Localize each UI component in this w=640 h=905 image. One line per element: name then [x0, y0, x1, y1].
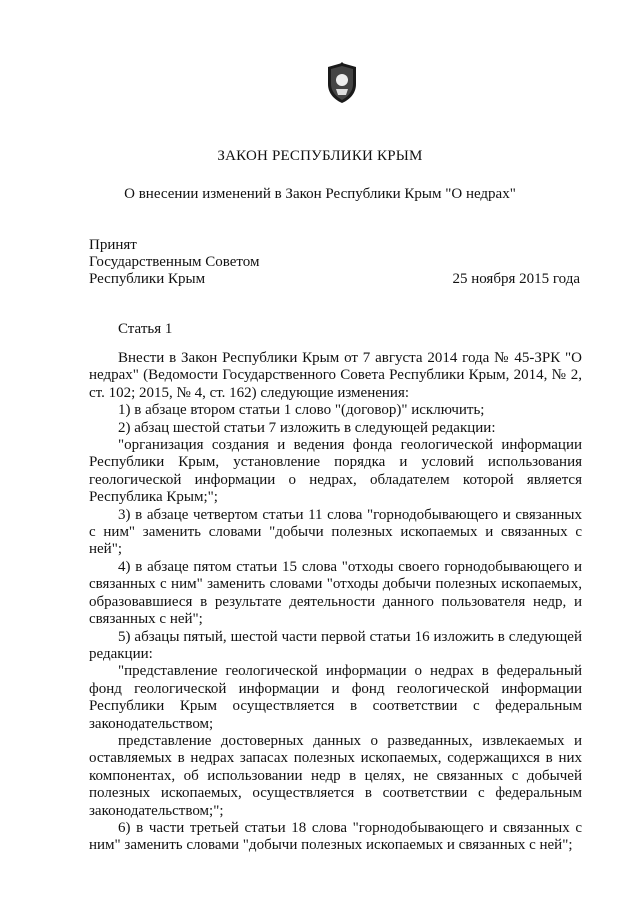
- paragraph: 2) абзац шестой статьи 7 изложить в следующей редакции:: [118, 419, 496, 436]
- paragraph: 5) абзацы пятый, шестой части первой статьи 16 изложить в следующей редакции:: [89, 628, 582, 662]
- paragraph: 4) в абзаце пятом статьи 15 слова "отходы своего горнодобывающего и связанных с ним" заменить словами "отходы добычи полезных ископаемых, образовавшиеся в результате деятельности данного пользователя недр, и связанных с ней";: [89, 558, 582, 628]
- article-body: [89, 350, 582, 855]
- paragraph: Внести в Закон Республики Крым от 7 августа 2014 года № 45-ЗРК "О недрах" (Ведомости Государственного Совета Республики Крым, 2014, № 2, ст. 102; 2015, № 4, ст. 162) следующие изменения:: [89, 350, 582, 401]
- crimea-coat-of-arms-icon: [325, 62, 359, 104]
- paragraph: 3) в абзаце четвертом статьи 11 слова "горнодобывающего и связанных с ним" заменить словами "добычи полезных ископаемых и связанных с ней";: [89, 506, 582, 558]
- accepted-line: Принят: [89, 237, 137, 253]
- accepted-line: Государственным Советом: [89, 254, 260, 270]
- law-subtitle: О внесении изменений в Закон Республики Крым "О недрах": [124, 186, 516, 202]
- accepted-date: 25 ноября 2015 года: [452, 271, 580, 287]
- paragraph: 1) в абзаце втором статьи 1 слово "(договор)" исключить;: [118, 402, 485, 419]
- paragraph: 6) в части третьей статьи 18 слова "горнодобывающего и связанных с ним" заменить словами "добычи полезных ископаемых и связанных с ней";: [89, 819, 582, 854]
- paragraph: представление достоверных данных о разведанных, извлекаемых и оставляемых в недрах запасах полезных ископаемых, содержащихся в них компонентах, об использовании недр в целях, не связанных с добычей полезных ископаемых, осуществляется в соответствии с федеральным законодательством;";: [89, 732, 582, 819]
- law-title: ЗАКОН РЕСПУБЛИКИ КРЫМ: [217, 148, 423, 164]
- accepted-block: [89, 237, 260, 288]
- paragraph: "организация создания и ведения фонда геологической информации Республики Крым, установление порядка и условий использования геологической информации о недрах, обладателем которой является Республика Крым;";: [89, 437, 582, 506]
- article-heading: Статья 1: [118, 321, 173, 337]
- accepted-line: Республики Крым: [89, 271, 206, 287]
- paragraph: "представление геологической информации о недрах в федеральный фонд геологической информации и фонд геологической информации Республики Крым осуществляется в соответствии с федеральным законодательством;: [89, 663, 582, 732]
